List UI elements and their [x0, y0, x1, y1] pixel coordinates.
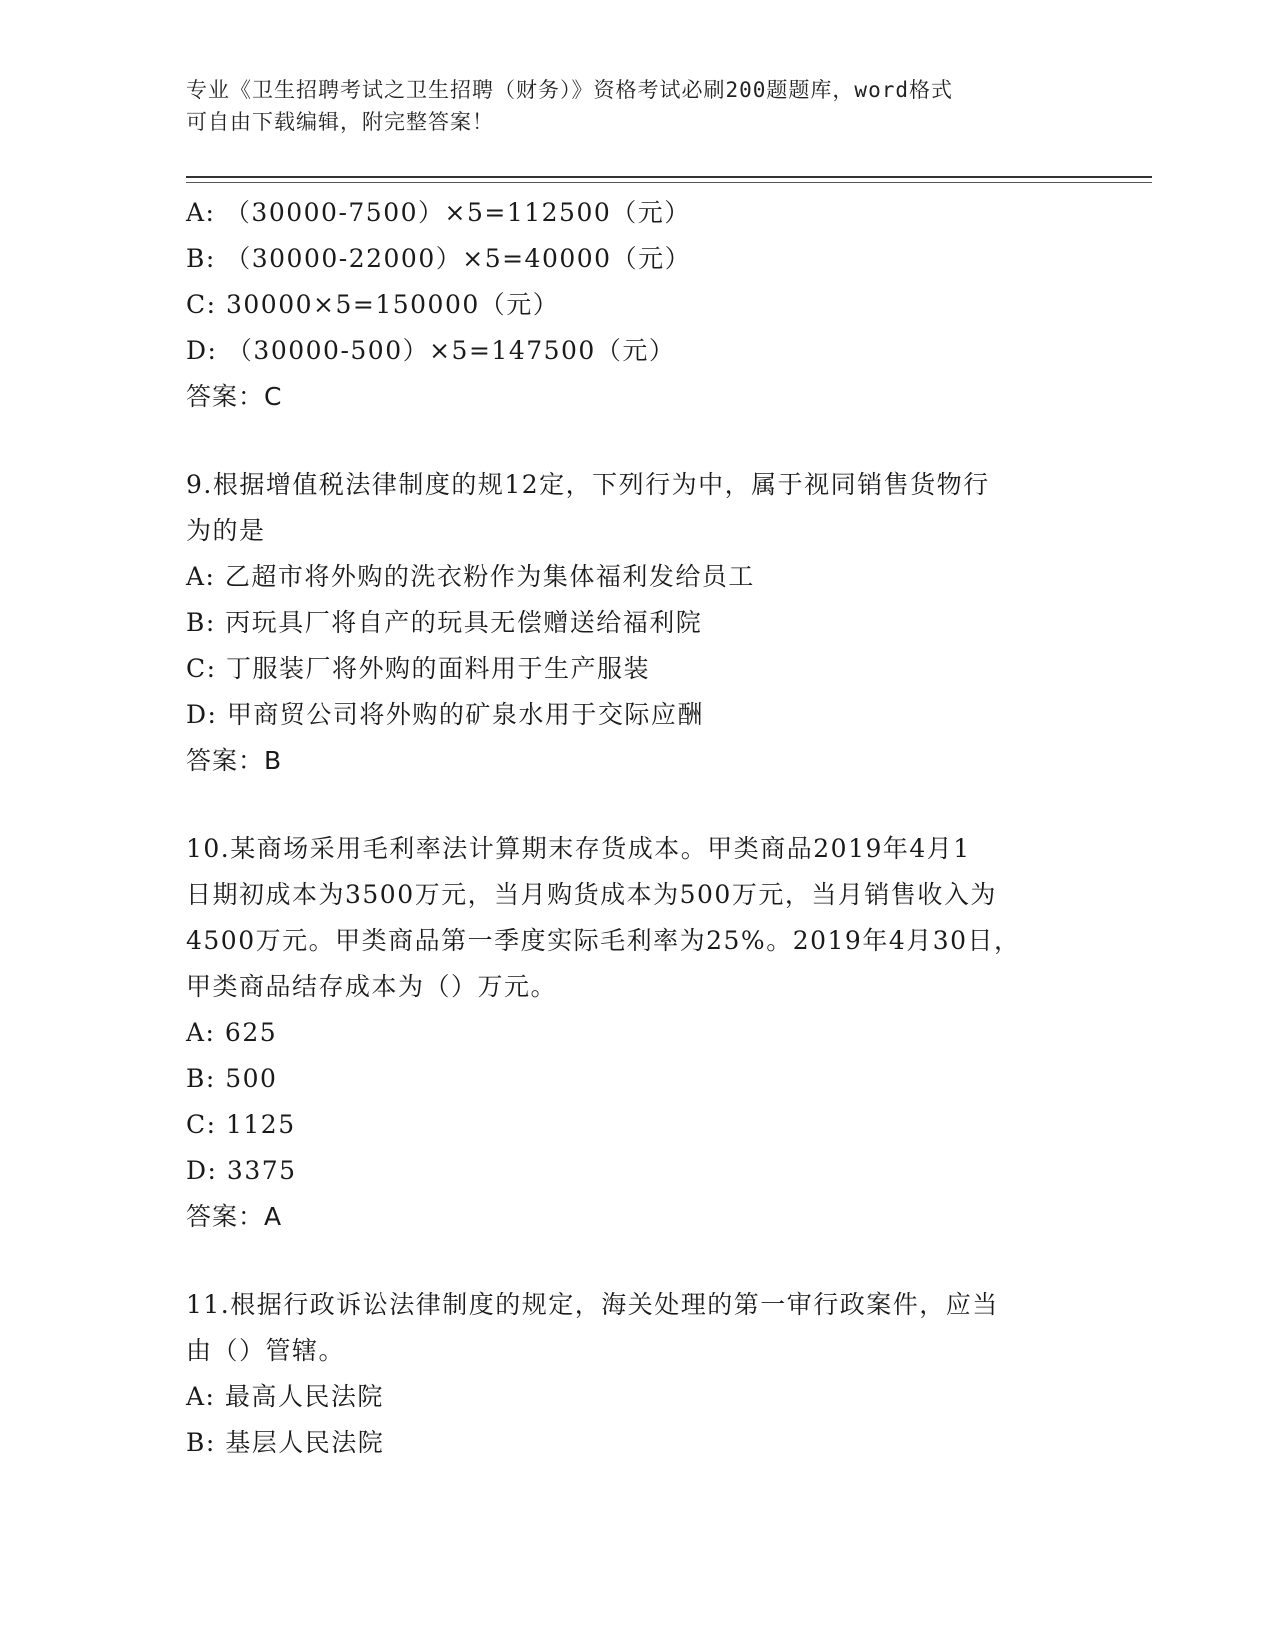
option-c: C: 30000×5=150000（元）	[186, 290, 560, 319]
header-line-2: 可自由下载编辑，附完整答案！	[186, 110, 494, 134]
question-list	[186, 190, 1086, 1466]
question-stem-line: 甲类商品结存成本为（）万元。	[186, 972, 558, 1001]
question-stem-line: 日期初成本为3500万元，当月购货成本为500万元，当月销售收入为	[186, 880, 997, 909]
spacer	[186, 1240, 1086, 1282]
option-d: D: （30000-500）×5=147500（元）	[186, 336, 676, 365]
option-a: A: 625	[186, 1018, 278, 1047]
option-c: C: 1125	[186, 1110, 296, 1139]
option-a: A: （30000-7500）×5=112500（元）	[186, 198, 691, 227]
question-stem-line: 为的是	[186, 516, 266, 545]
document-header	[186, 74, 1066, 138]
option-b: B: （30000-22000）×5=40000（元）	[186, 244, 692, 273]
spacer	[186, 420, 1086, 462]
question-9	[186, 462, 1086, 784]
option-d: D: 甲商贸公司将外购的矿泉水用于交际应酬	[186, 700, 704, 729]
spacer	[186, 784, 1086, 826]
option-a: A: 乙超市将外购的洗衣粉作为集体福利发给员工	[186, 562, 755, 591]
question-stem-line: 9.根据增值税法律制度的规12定，下列行为中，属于视同销售货物行	[186, 470, 990, 499]
header-line-1: 专业《卫生招聘考试之卫生招聘（财务）》资格考试必刷200题题库，word格式	[186, 78, 953, 102]
option-a: A: 最高人民法院	[186, 1382, 384, 1411]
option-b: B: 丙玩具厂将自产的玩具无偿赠送给福利院	[186, 608, 703, 637]
option-c: C: 丁服装厂将外购的面料用于生产服装	[186, 654, 650, 683]
header-divider-thick	[186, 176, 1152, 178]
option-d: D: 3375	[186, 1156, 297, 1185]
question-11	[186, 1282, 1086, 1466]
question-stem-line: 10.某商场采用毛利率法计算期末存货成本。甲类商品2019年4月1	[186, 834, 971, 863]
option-b: B: 500	[186, 1064, 278, 1093]
header-divider-thin	[186, 182, 1152, 183]
answer: 答案：B	[186, 746, 283, 775]
question-10	[186, 826, 1086, 1240]
question-8	[186, 190, 1086, 420]
answer: 答案：C	[186, 382, 283, 411]
option-b: B: 基层人民法院	[186, 1428, 385, 1457]
question-stem-line: 4500万元。甲类商品第一季度实际毛利率为25%。2019年4月30日，	[186, 926, 1021, 955]
answer: 答案：A	[186, 1202, 283, 1231]
question-stem-line: 由（）管辖。	[186, 1336, 346, 1365]
question-stem-line: 11.根据行政诉讼法律制度的规定，海关处理的第一审行政案件，应当	[186, 1290, 999, 1319]
